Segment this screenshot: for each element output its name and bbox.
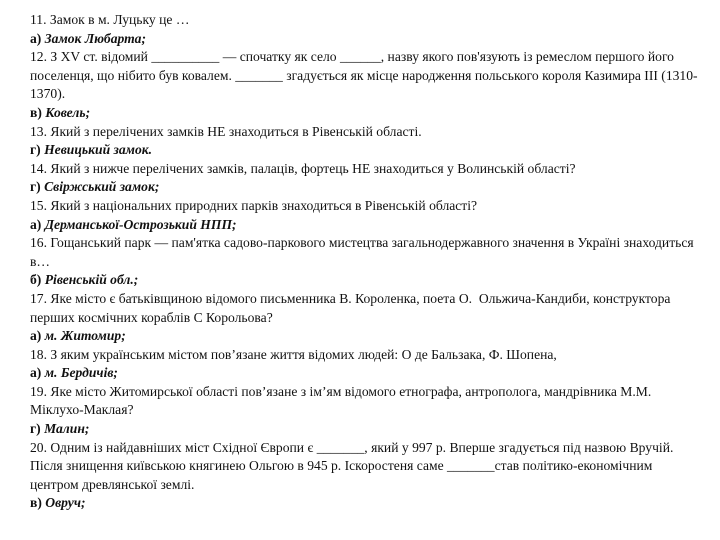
answer-text: Малин; [44, 421, 90, 437]
answer-text: Невицький замок. [44, 142, 153, 158]
answer-text: м. Бердичів; [44, 365, 118, 381]
answer-letter: а) [30, 30, 45, 46]
answer-text: Замок Любарта; [44, 30, 147, 46]
answer-15 [30, 216, 700, 235]
answer-letter: в) [30, 495, 46, 511]
answer-18 [30, 364, 700, 383]
question-15: 15. Який з національних природних парків знаходиться в Рівенській області? [30, 197, 478, 213]
answer-text: Рівенській обл.; [44, 272, 139, 288]
answer-letter: г) [30, 179, 45, 195]
question-11: 11. Замок в м. Луцьку це … [30, 12, 190, 27]
question-18: 18. З яким українським містом пов’язане життя відомих людей: О де Бальзака, Ф. Шопена, [30, 346, 557, 362]
question-17: 17. Яке місто є батьківщиною відомого письменника В. Короленка, поета О. Ольжича-Кандиби, конструктора перших космічних кораблів С Корольова? [30, 290, 674, 325]
answer-letter: а) [30, 365, 45, 381]
answer-letter: г) [30, 421, 45, 437]
answer-text: Дерманської-Острозький НПП; [44, 216, 237, 232]
answer-20 [30, 494, 700, 513]
quiz-document [30, 11, 700, 513]
answer-text: Овруч; [45, 495, 86, 511]
answer-letter: б) [30, 272, 45, 288]
question-14: 14. Який з нижче перелічених замків, палаців, фортець НЕ знаходиться у Волинській області? [30, 160, 576, 176]
answer-letter: а) [30, 216, 45, 232]
answer-19 [30, 420, 700, 439]
answer-12 [30, 104, 700, 123]
answer-text: Свіржський замок; [44, 179, 160, 195]
answer-letter: в) [30, 104, 46, 120]
answer-text: м. Житомир; [44, 328, 126, 344]
question-12: 12. З XV ст. відомий __________ — спочатку як село ______, назву якого пов'язують із ремеслом першого його поселенця, що нібито був ковалем. _______ згадується як місце народження польського короля Казимира III (1310-1370). [30, 49, 698, 102]
question-19: 19. Яке місто Житомирської області пов’язане з ім’ям відомого етнографа, антрополога, мандрівника М.М. Міклухо-Маклая? [30, 383, 655, 418]
answer-13 [30, 141, 700, 160]
answer-letter: а) [30, 328, 45, 344]
answer-14 [30, 178, 700, 197]
answer-letter: г) [30, 142, 45, 158]
answer-text: Ковель; [45, 104, 91, 120]
answer-16 [30, 271, 700, 290]
question-16: 16. Гощанський парк — пам'ятка садово-паркового мистецтва загальнодержавного значення в Україні знаходиться в… [30, 235, 698, 269]
question-13: 13. Який з перелічених замків НЕ знаходиться в Рівенській області. [30, 123, 422, 139]
answer-17 [30, 327, 700, 346]
answer-11 [30, 30, 700, 49]
question-20: 20. Одним із найдавніших міст Східної Європи є _______, який у 997 р. Вперше згадується під назвою Вручій. Після знищення київською княгинею Ольгою в 945 р. Іскоростеня саме _______став політико-економічним центром древлянської землі. [30, 439, 677, 492]
